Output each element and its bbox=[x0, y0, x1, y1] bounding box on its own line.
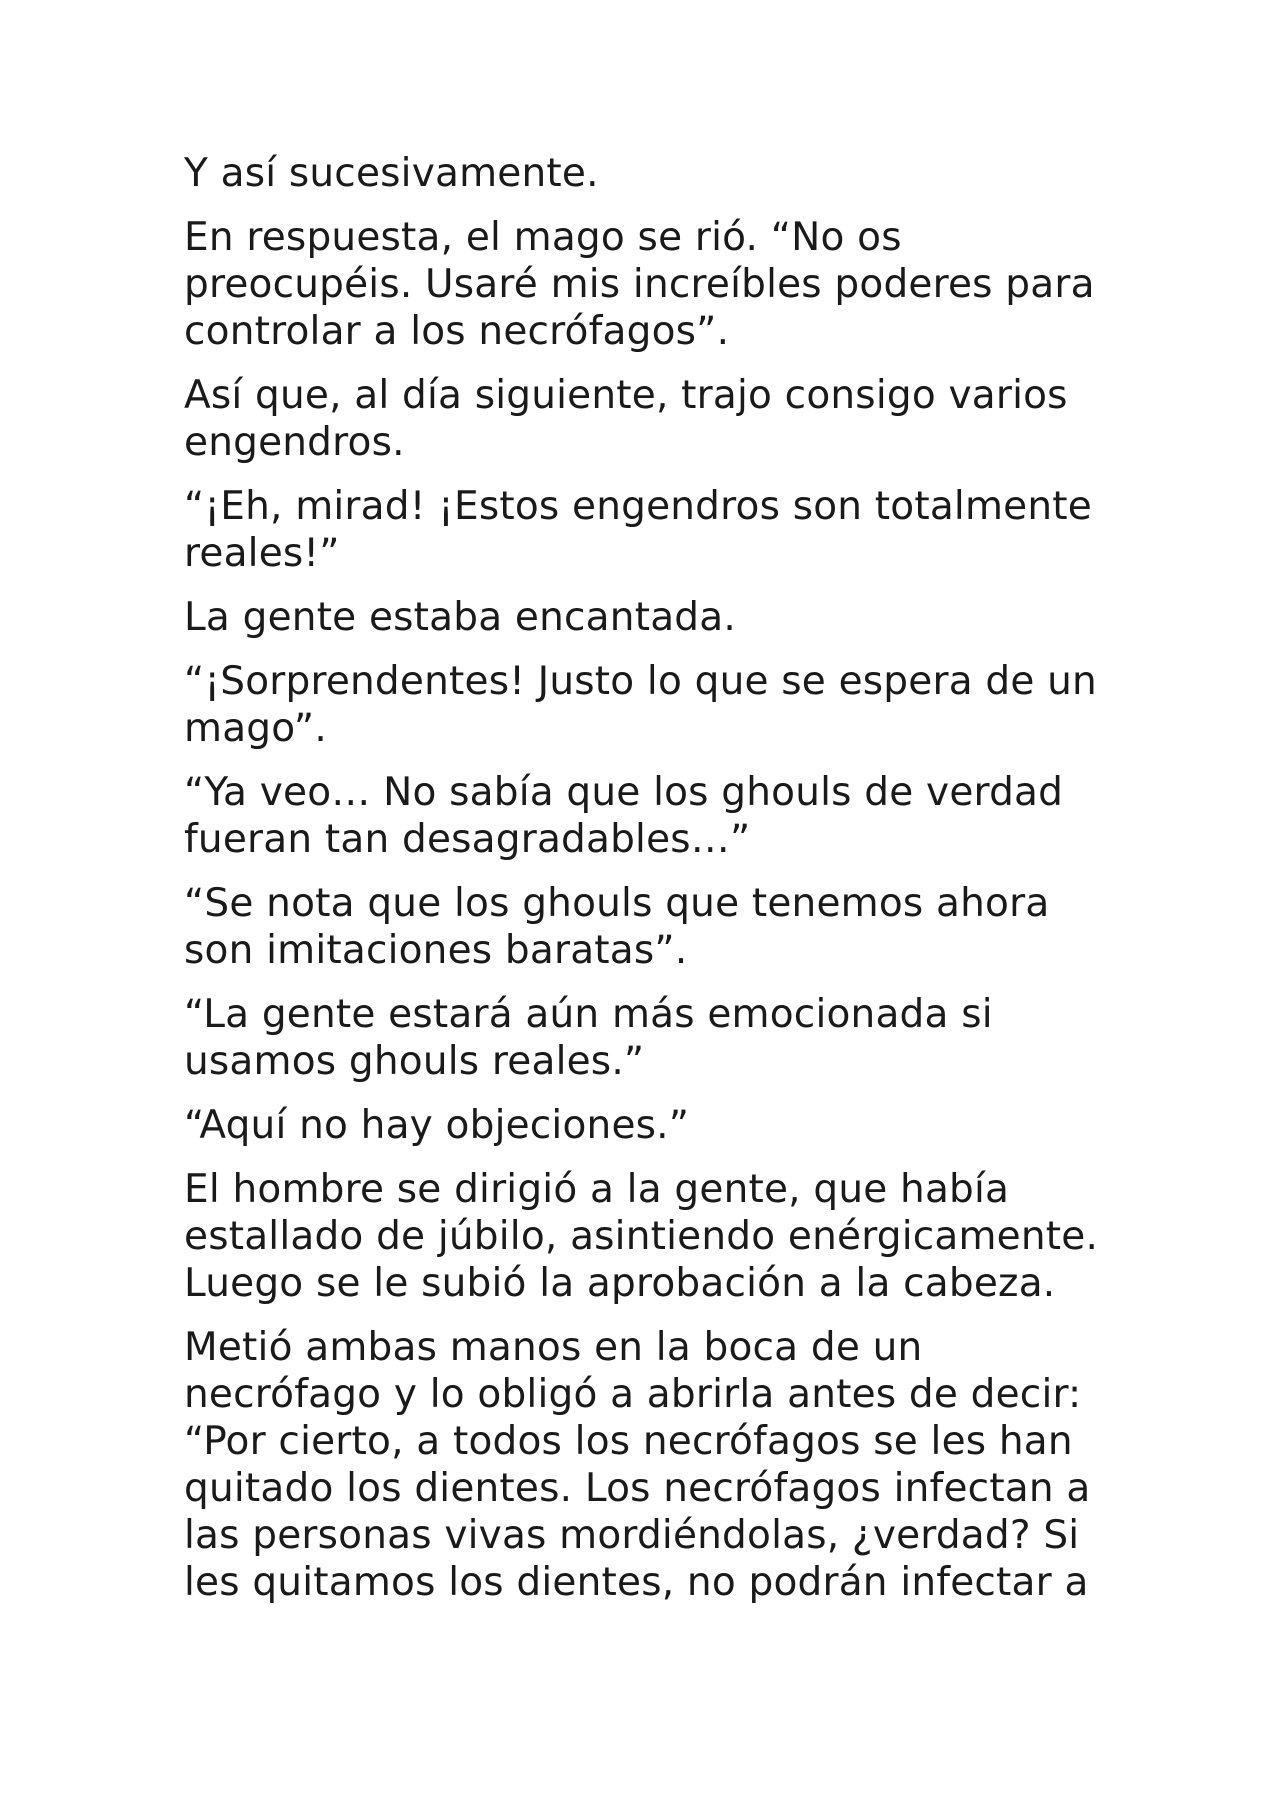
paragraph-3: Así que, al día siguiente, trajo consigo varios engendros. bbox=[184, 373, 1068, 465]
paragraph-8: “Se nota que los ghouls que tenemos ahora son imitaciones baratas”. bbox=[184, 881, 1050, 973]
text-column bbox=[184, 150, 1114, 1623]
paragraph-1: Y así sucesivamente. bbox=[184, 151, 599, 196]
paragraph-4: “¡Eh, mirad! ¡Estos engendros son totalmente reales!” bbox=[184, 484, 1092, 576]
paragraph-6: “¡Sorprendentes! Justo lo que se espera de un mago”. bbox=[184, 659, 1097, 751]
paragraph-5: La gente estaba encantada. bbox=[184, 595, 736, 640]
paragraph-7: “Ya veo… No sabía que los ghouls de verdad fueran tan desagradables…” bbox=[184, 770, 1064, 862]
paragraph-12: Metió ambas manos en la boca de un necrófago y lo obligó a abrirla antes de decir: “Por cierto, a todos los necrófagos se les han quitado los dientes. Los necrófagos infectan a las personas vivas mordiéndolas, ¿verdad? Si les quitamos los dientes, no podrán infectar a bbox=[184, 1325, 1091, 1605]
paragraph-9: “La gente estará aún más emocionada si usamos ghouls reales.” bbox=[184, 992, 993, 1084]
paragraph-11: El hombre se dirigió a la gente, que había estallado de júbilo, asintiendo enérgicamente. Luego se le subió la aprobación a la cabeza. bbox=[184, 1167, 1099, 1306]
paragraph-2: En respuesta, el mago se rió. “No os preocupéis. Usaré mis increíbles poderes para controlar a los necrófagos”. bbox=[184, 215, 1095, 354]
paragraph-10: “Aquí no hay objeciones.” bbox=[184, 1103, 690, 1148]
